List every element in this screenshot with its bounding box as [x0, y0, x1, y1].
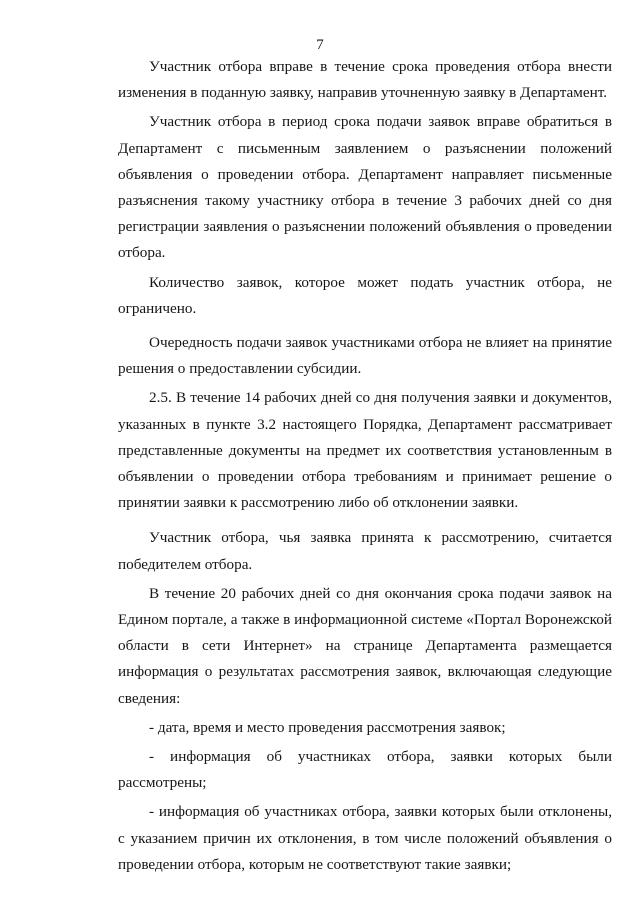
paragraph-results-publication: В течение 20 рабочих дней со дня окончания срока подачи заявок на Едином портале, а также в информационной системе «Портал Воронежской области в сети Интернет» на странице Департамента размещается информация о результатах рассмотрения заявок, включающая следующие сведения: [118, 584, 612, 707]
paragraph-clarification-request: Участник отбора в период срока подачи заявок вправе обратиться в Департамент с письменным заявлением о разъяснении положений объявления о проведении отбора. Департамент направляет письменные разъяснения такому участнику отбора в течение 3 рабочих дней со дня регистрации заявления о разъяснении положений объявления о проведении отбора. [118, 113, 612, 262]
page-number: 7 [316, 37, 324, 53]
paragraph-winner: Участник отбора, чья заявка принята к рассмотрению, считается победителем отбора. [118, 529, 612, 573]
paragraph-amend-application: Участник отбора вправе в течение срока проведения отбора внести изменения в поданную заявку, направив уточненную заявку в Департамент. [118, 58, 612, 102]
list-item-considered-participants: - информация об участниках отбора, заявки которых были рассмотрены; [118, 748, 612, 792]
list-item-rejected-participants: - информация об участниках отбора, заявки которых были отклонены, с указанием причин их отклонения, в том числе положений объявления о проведении отбора, которым не соответствуют такие заявки; [118, 803, 612, 873]
paragraph-application-count: Количество заявок, которое может подать участник отбора, не ограничено. [118, 273, 612, 317]
paragraph-clause-2-5: 2.5. В течение 14 рабочих дней со дня получения заявки и документов, указанных в пункте 3.2 настоящего Порядка, Департамент рассматривает представленные документы на предмет их соответствия установленным в объявлении о проведении отбора требованиям и принимает решение о принятии заявки к рассмотрению либо об отклонении заявки. [118, 389, 612, 512]
list-item-date-time-place: - дата, время и место проведения рассмотрения заявок; [149, 718, 506, 736]
paragraph-submission-order: Очередность подачи заявок участниками отбора не влияет на принятие решения о предоставлении субсидии. [118, 334, 612, 378]
document-body [118, 54, 612, 878]
